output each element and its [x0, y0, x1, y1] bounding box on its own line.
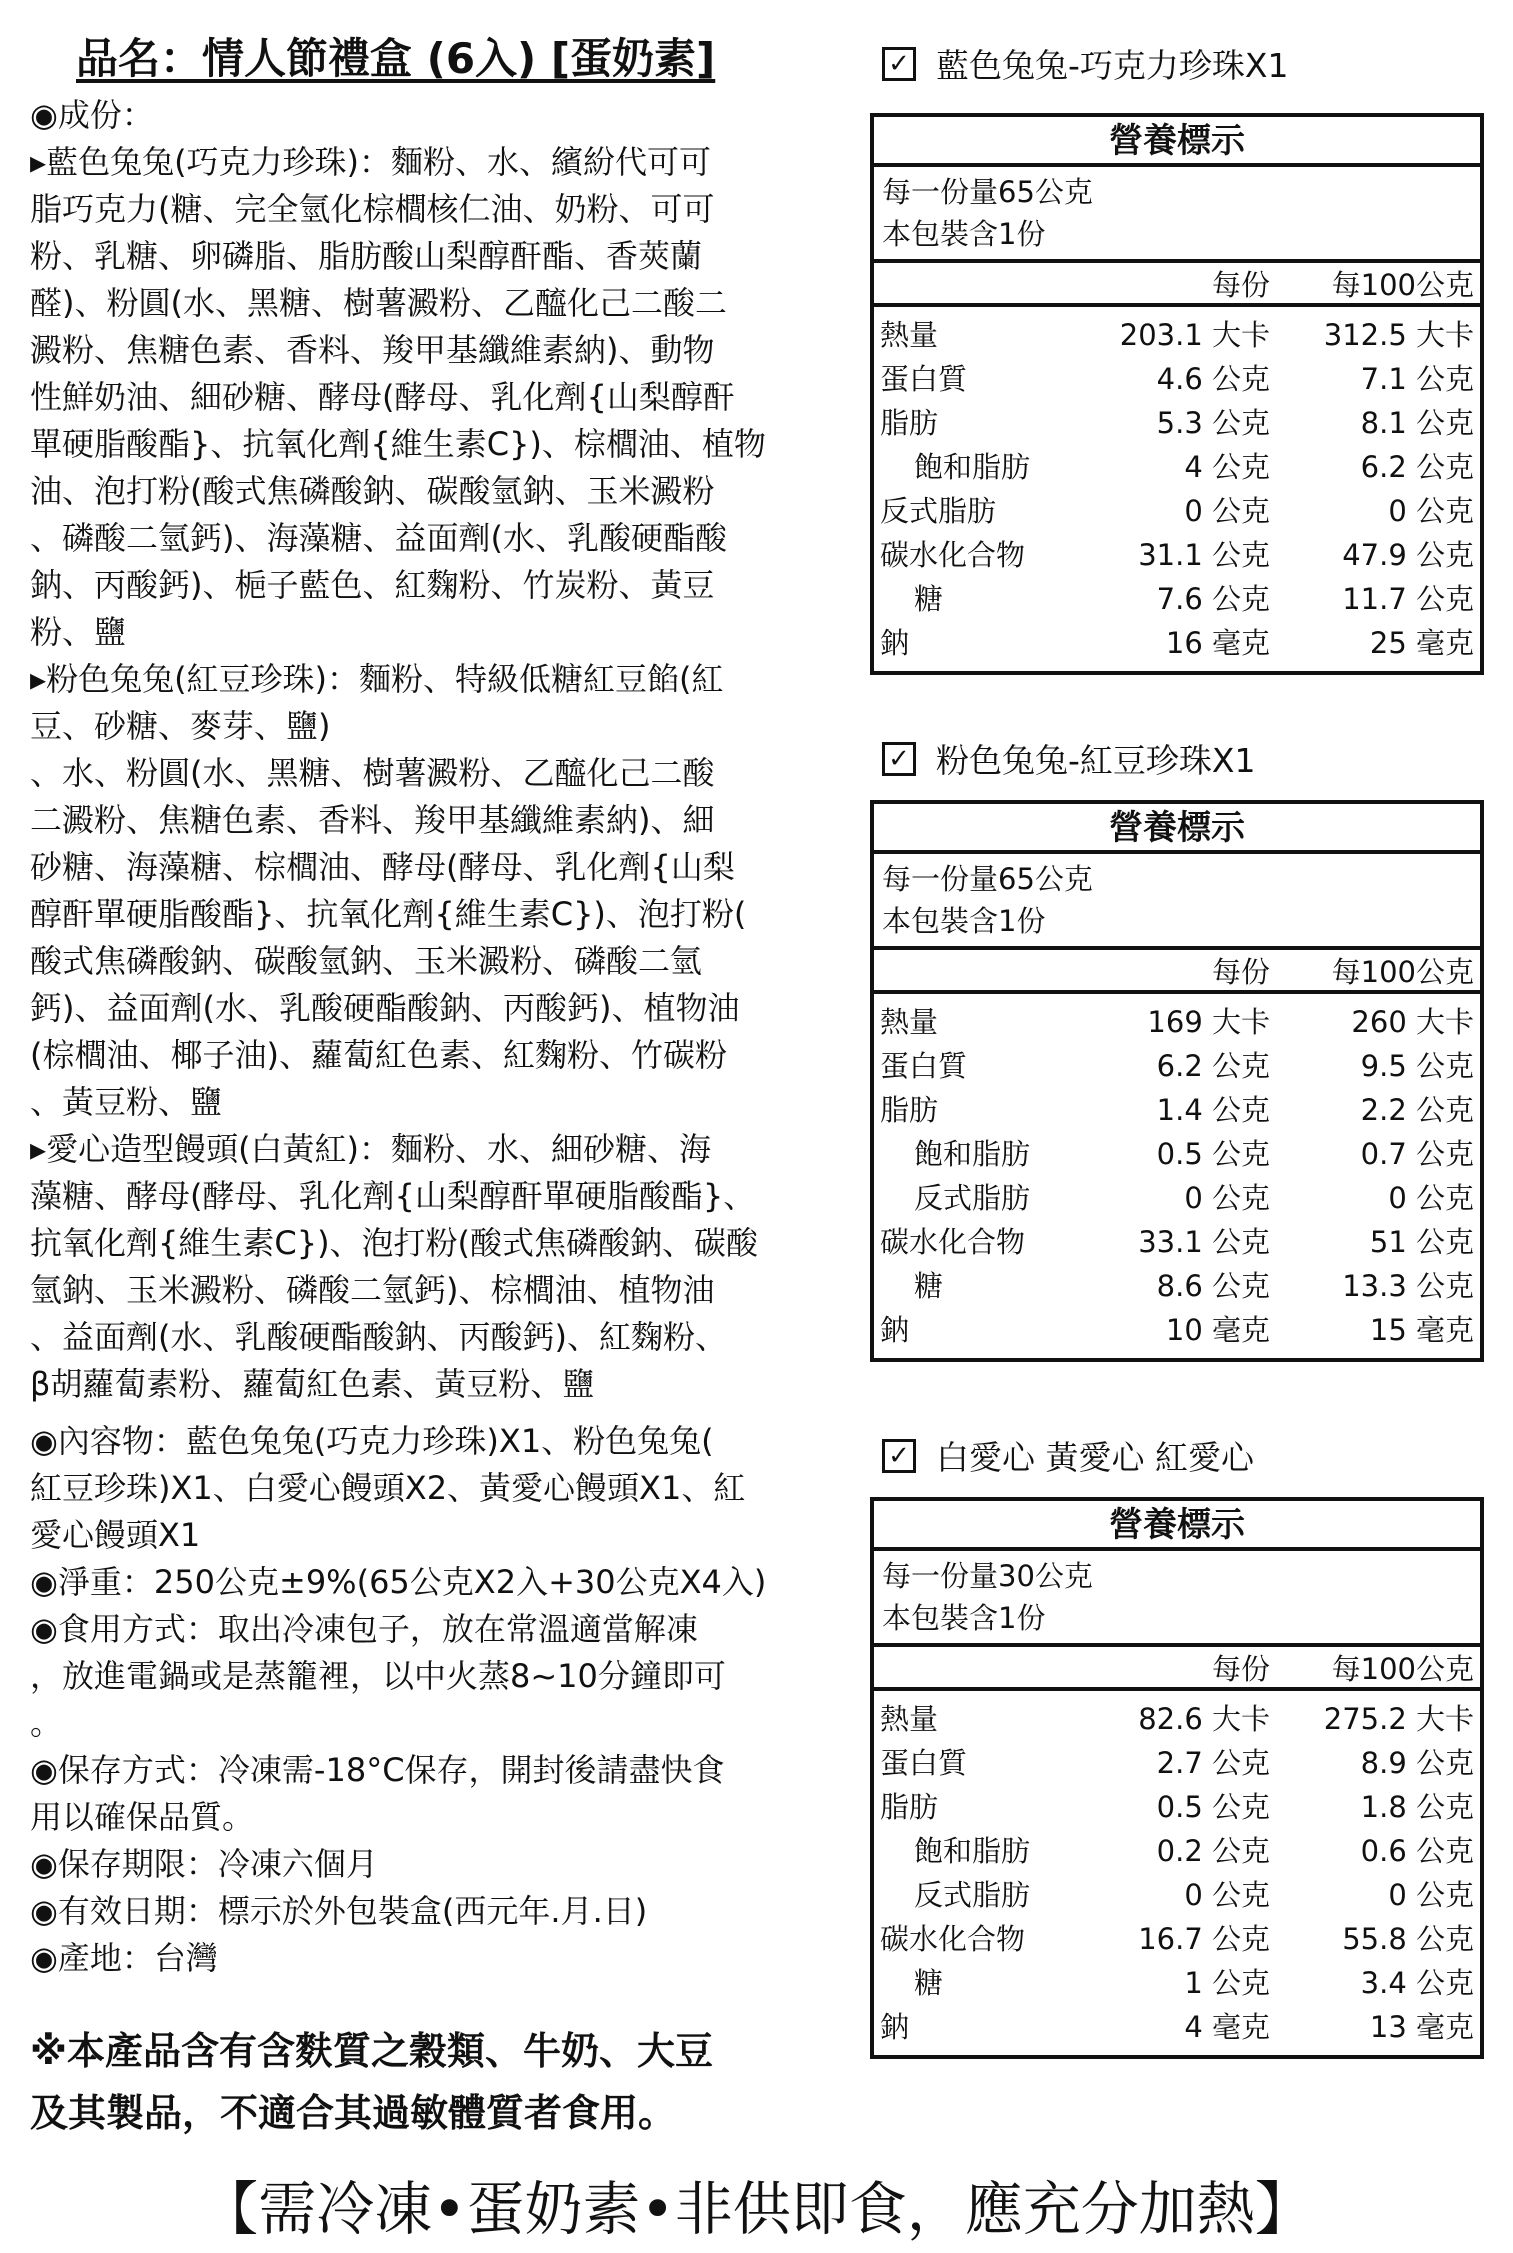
per-100g-value: 275.2 大卡 [1323, 1702, 1474, 1736]
table-row [874, 489, 1480, 533]
per-100g-value: 11.7 公克 [1342, 582, 1474, 616]
storage-banner: 【需冷凍•蛋奶素•非供即食，應充分加熱】 [200, 2175, 1313, 2243]
per-100g-value: 15 毫克 [1369, 1313, 1474, 1347]
text-line: ，放進電鍋或是蒸籠裡，以中火蒸8~10分鐘即可 [30, 1657, 726, 1695]
table-row [874, 1741, 1480, 1785]
table-row [874, 1961, 1480, 2005]
nutrient-name: 糖 [914, 1966, 944, 2000]
table-row [874, 1785, 1480, 1829]
per-100g-value: 8.9 公克 [1360, 1746, 1474, 1780]
spacer [30, 1408, 860, 1418]
text-line: ▸愛心造型饅頭(白黃紅)：麵粉、水、細砂糖、海 [30, 1130, 712, 1168]
nutrient-name: 蛋白質 [880, 362, 968, 396]
text-line: 抗氧化劑{維生素C})、泡打粉(酸式焦磷酸鈉、碳酸 [30, 1224, 759, 1262]
nutrition-title: 營養標示 [874, 804, 1480, 854]
ingredient-block [30, 656, 860, 1126]
allergen-line: ※本產品含有含麩質之穀類、牛奶、大豆 [30, 2029, 713, 2073]
table-row [874, 1132, 1480, 1176]
nutrient-name: 碳水化合物 [880, 1225, 1026, 1259]
text-line: ◉保存期限：冷凍六個月 [30, 1845, 378, 1883]
table-row [874, 577, 1480, 621]
text-line: 、磷酸二氫鈣)、海藻糖、益面劑(水、乳酸硬酯酸 [30, 519, 727, 557]
per-serving-value: 82.6 大卡 [1138, 1702, 1270, 1736]
text-line: 酸式焦磷酸鈉、碳酸氫鈉、玉米澱粉、磷酸二氫 [30, 942, 703, 980]
nutrient-name: 熱量 [880, 1005, 939, 1039]
ingredient-block [30, 1418, 860, 1982]
table-body [874, 994, 1480, 1358]
column-header [874, 263, 1480, 307]
nutrient-name: 糖 [914, 1269, 944, 1303]
header-blank [874, 1647, 1040, 1687]
per-serving-value: 4 公克 [1184, 450, 1270, 484]
serving-info [874, 1551, 1480, 1647]
column-header [874, 1647, 1480, 1691]
allergen-line: 及其製品，不適合其過敏體質者食用。 [30, 2091, 677, 2135]
nutrient-name: 蛋白質 [880, 1049, 968, 1083]
serving-info [874, 854, 1480, 950]
text-line: ◉淨重：250公克±9%(65公克X2入+30公克X4入) [30, 1563, 767, 1601]
nutrient-name: 脂肪 [880, 1093, 939, 1127]
per-serving-value: 0.5 公克 [1156, 1790, 1270, 1824]
per-serving-value: 8.6 公克 [1156, 1269, 1270, 1303]
header-per-100g: 每100公克 [1331, 268, 1474, 302]
nutrient-name: 熱量 [880, 1702, 939, 1736]
ingredient-block [30, 92, 860, 139]
per-serving-value: 203.1 大卡 [1119, 318, 1270, 352]
text-line: 鈉、丙酸鈣)、梔子藍色、紅麴粉、竹炭粉、黃豆 [30, 566, 715, 604]
nutrient-name: 鈉 [880, 1313, 910, 1347]
nutrient-name: 反式脂肪 [914, 1181, 1031, 1215]
table-body [874, 307, 1480, 671]
checkbox-checked-icon: ✓ [882, 47, 916, 81]
per-100g-value: 1.8 公克 [1360, 1790, 1474, 1824]
table-row [874, 1697, 1480, 1741]
text-line: ◉內容物：藍色兔兔(巧克力珍珠)X1、粉色兔兔( [30, 1422, 714, 1460]
product-name: 白愛心 黃愛心 紅愛心 [936, 1438, 1254, 1477]
nutrient-name: 飽和脂肪 [914, 1834, 1031, 1868]
text-line: 。 [30, 1704, 63, 1742]
text-line: ◉成份： [30, 96, 154, 134]
text-line: 、水、粉圓(水、黑糖、樹薯澱粉、乙醯化己二酸 [30, 754, 715, 792]
text-line: ◉有效日期：標示於外包裝盒(西元年.月.日) [30, 1892, 648, 1930]
table-row [874, 1176, 1480, 1220]
per-serving-value: 0 公克 [1184, 1181, 1270, 1215]
per-100g-value: 0 公克 [1388, 1878, 1474, 1912]
checkbox-checked-icon: ✓ [882, 742, 916, 776]
text-line: 醇酐單硬脂酸酯}、抗氧化劑{維生素C})、泡打粉( [30, 895, 747, 933]
per-100g-value: 2.2 公克 [1360, 1093, 1474, 1127]
per-100g-value: 25 毫克 [1369, 626, 1474, 660]
table-row [874, 621, 1480, 665]
table-row [874, 313, 1480, 357]
table-row [874, 401, 1480, 445]
header-per-serving: 每份 [1211, 1652, 1270, 1686]
per-100g-value: 312.5 大卡 [1323, 318, 1474, 352]
table-row [874, 1264, 1480, 1308]
per-serving-value: 31.1 公克 [1138, 538, 1270, 572]
product-heading [882, 1432, 1254, 1479]
per-serving-value: 16.7 公克 [1138, 1922, 1270, 1956]
text-line: 油、泡打粉(酸式焦磷酸鈉、碳酸氫鈉、玉米澱粉 [30, 472, 715, 510]
text-line: 二澱粉、焦糖色素、香料、羧甲基纖維素納)、細 [30, 801, 715, 839]
per-serving-value: 1.4 公克 [1156, 1093, 1270, 1127]
table-row [874, 1829, 1480, 1873]
ingredients-section [30, 92, 860, 1982]
nutrient-name: 碳水化合物 [880, 1922, 1026, 1956]
table-row [874, 1917, 1480, 1961]
text-line: 紅豆珍珠)X1、白愛心饅頭X2、黃愛心饅頭X1、紅 [30, 1469, 746, 1507]
serving-size: 每一份量65公克 [882, 862, 1093, 896]
per-100g-value: 260 大卡 [1351, 1005, 1474, 1039]
table-row [874, 1000, 1480, 1044]
per-100g-value: 0.6 公克 [1360, 1834, 1474, 1868]
ingredient-block [30, 1126, 860, 1408]
per-serving-value: 7.6 公克 [1156, 582, 1270, 616]
per-serving-value: 1 公克 [1184, 1966, 1270, 2000]
nutrient-name: 糖 [914, 582, 944, 616]
servings-per-package: 本包裝含1份 [882, 217, 1046, 251]
table-body [874, 1691, 1480, 2055]
serving-info [874, 167, 1480, 263]
text-line: 、黃豆粉、鹽 [30, 1083, 223, 1121]
per-serving-value: 4.6 公克 [1156, 362, 1270, 396]
per-100g-value: 55.8 公克 [1342, 1922, 1474, 1956]
ingredient-block [30, 139, 860, 656]
nutrient-name: 鈉 [880, 2010, 910, 2044]
per-100g-value: 6.2 公克 [1360, 450, 1474, 484]
text-line: β胡蘿蔔素粉、蘿蔔紅色素、黃豆粉、鹽 [30, 1365, 595, 1403]
product-heading [882, 735, 1256, 782]
nutrition-table [870, 800, 1484, 1362]
per-serving-value: 0.2 公克 [1156, 1834, 1270, 1868]
nutrition-title: 營養標示 [874, 117, 1480, 167]
table-row [874, 357, 1480, 401]
header-blank [874, 950, 1040, 990]
text-line: 粉、鹽 [30, 613, 127, 651]
per-100g-value: 8.1 公克 [1360, 406, 1474, 440]
text-line: 豆、砂糖、麥芽、鹽) [30, 707, 331, 745]
per-100g-value: 0.7 公克 [1360, 1137, 1474, 1171]
allergen-warning [30, 2020, 713, 2144]
servings-per-package: 本包裝含1份 [882, 904, 1046, 938]
nutrition-table [870, 113, 1484, 675]
product-name: 藍色兔兔-巧克力珍珠X1 [936, 46, 1289, 85]
nutrient-name: 飽和脂肪 [914, 1137, 1031, 1171]
per-100g-value: 47.9 公克 [1342, 538, 1474, 572]
product-heading [882, 40, 1289, 87]
per-serving-value: 0.5 公克 [1156, 1137, 1270, 1171]
text-line: 鈣)、益面劑(水、乳酸硬酯酸鈉、丙酸鈣)、植物油 [30, 989, 740, 1027]
text-line: 醛)、粉圓(水、黑糖、樹薯澱粉、乙醯化己二酸二 [30, 284, 727, 322]
table-row [874, 1088, 1480, 1132]
header-per-serving: 每份 [1211, 955, 1270, 989]
text-line: 砂糖、海藻糖、棕櫚油、酵母(酵母、乳化劑{山梨 [30, 848, 735, 886]
nutrition-title: 營養標示 [874, 1501, 1480, 1551]
per-100g-value: 0 公克 [1388, 494, 1474, 528]
text-line: ◉產地：台灣 [30, 1939, 218, 1977]
per-serving-value: 5.3 公克 [1156, 406, 1270, 440]
text-line: 、益面劑(水、乳酸硬酯酸鈉、丙酸鈣)、紅麴粉、 [30, 1318, 727, 1356]
per-serving-value: 0 公克 [1184, 494, 1270, 528]
header-per-100g: 每100公克 [1331, 955, 1474, 989]
per-100g-value: 13.3 公克 [1342, 1269, 1474, 1303]
nutrient-name: 碳水化合物 [880, 538, 1026, 572]
per-serving-value: 2.7 公克 [1156, 1746, 1270, 1780]
per-100g-value: 9.5 公克 [1360, 1049, 1474, 1083]
checkbox-checked-icon: ✓ [882, 1439, 916, 1473]
table-row [874, 1044, 1480, 1088]
text-line: (棕櫚油、椰子油)、蘿蔔紅色素、紅麴粉、竹碳粉 [30, 1036, 727, 1074]
nutrient-name: 脂肪 [880, 406, 939, 440]
column-header [874, 950, 1480, 994]
per-serving-value: 33.1 公克 [1138, 1225, 1270, 1259]
product-name: 粉色兔兔-紅豆珍珠X1 [936, 741, 1256, 780]
nutrient-name: 蛋白質 [880, 1746, 968, 1780]
per-serving-value: 4 毫克 [1184, 2010, 1270, 2044]
per-100g-value: 7.1 公克 [1360, 362, 1474, 396]
text-line: ▸藍色兔兔(巧克力珍珠)：麵粉、水、繽紛代可可 [30, 143, 712, 181]
text-line: 澱粉、焦糖色素、香料、羧甲基纖維素納)、動物 [30, 331, 715, 369]
text-line: 用以確保品質。 [30, 1798, 255, 1836]
text-line: 氫鈉、玉米澱粉、磷酸二氫鈣)、棕櫚油、植物油 [30, 1271, 715, 1309]
text-line: ◉保存方式：冷凍需-18°C保存，開封後請盡快食 [30, 1751, 725, 1789]
per-100g-value: 13 毫克 [1369, 2010, 1474, 2044]
text-line: 愛心饅頭X1 [30, 1516, 201, 1554]
per-serving-value: 169 大卡 [1147, 1005, 1270, 1039]
header-blank [874, 263, 1040, 303]
text-line: 脂巧克力(糖、完全氫化棕櫚核仁油、奶粉、可可 [30, 190, 715, 228]
header-per-100g: 每100公克 [1331, 1652, 1474, 1686]
table-row [874, 2005, 1480, 2049]
nutrient-name: 脂肪 [880, 1790, 939, 1824]
servings-per-package: 本包裝含1份 [882, 1601, 1046, 1635]
per-serving-value: 16 毫克 [1165, 626, 1270, 660]
table-row [874, 1308, 1480, 1352]
nutrition-table [870, 1497, 1484, 2059]
header-per-serving: 每份 [1211, 268, 1270, 302]
per-100g-value: 3.4 公克 [1360, 1966, 1474, 2000]
nutrient-name: 反式脂肪 [880, 494, 997, 528]
per-100g-value: 0 公克 [1388, 1181, 1474, 1215]
text-line: 性鮮奶油、細砂糖、酵母(酵母、乳化劑{山梨醇酐 [30, 378, 735, 416]
serving-size: 每一份量30公克 [882, 1559, 1093, 1593]
per-100g-value: 51 公克 [1369, 1225, 1474, 1259]
per-serving-value: 10 毫克 [1165, 1313, 1270, 1347]
text-line: 單硬脂酸酯}、抗氧化劑{維生素C})、棕櫚油、植物 [30, 425, 766, 463]
table-row [874, 1873, 1480, 1917]
text-line: ▸粉色兔兔(紅豆珍珠)：麵粉、特級低糖紅豆餡(紅 [30, 660, 724, 698]
nutrient-name: 熱量 [880, 318, 939, 352]
nutrient-name: 鈉 [880, 626, 910, 660]
text-line: 藻糖、酵母(酵母、乳化劑{山梨醇酐單硬脂酸酯}、 [30, 1177, 756, 1215]
product-title: 品名：情人節禮盒 (6入) [蛋奶素] [76, 34, 716, 83]
per-serving-value: 0 公克 [1184, 1878, 1270, 1912]
table-row [874, 445, 1480, 489]
nutrient-name: 飽和脂肪 [914, 450, 1031, 484]
text-line: ◉食用方式：取出冷凍包子，放在常溫適當解凍 [30, 1610, 698, 1648]
text-line: 粉、乳糖、卵磷脂、脂肪酸山梨醇酐酯、香莢蘭 [30, 237, 703, 275]
nutrient-name: 反式脂肪 [914, 1878, 1031, 1912]
per-serving-value: 6.2 公克 [1156, 1049, 1270, 1083]
table-row [874, 533, 1480, 577]
table-row [874, 1220, 1480, 1264]
serving-size: 每一份量65公克 [882, 175, 1093, 209]
